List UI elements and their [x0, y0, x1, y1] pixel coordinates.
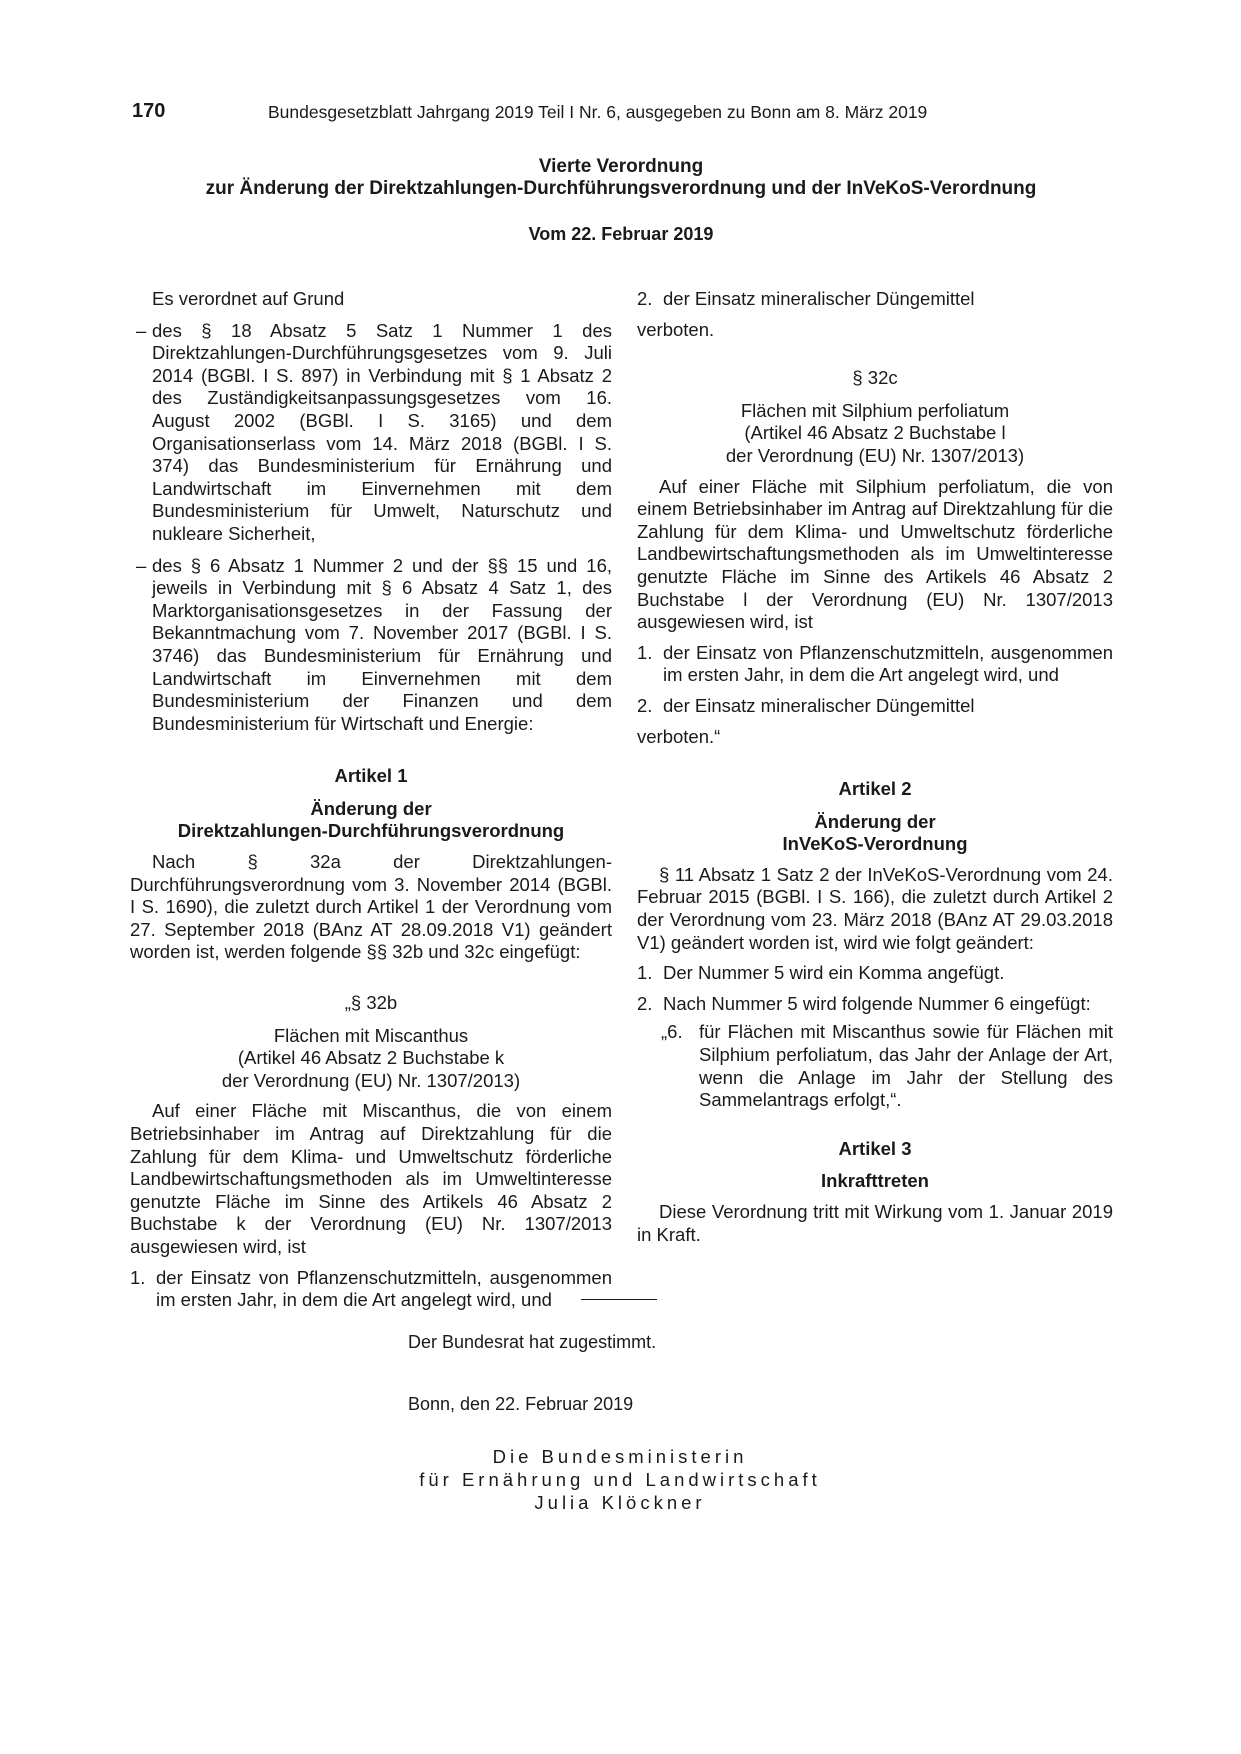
legal-basis-item — [130, 320, 612, 546]
signature-block — [300, 1445, 940, 1514]
section-32b-title: (Artikel 46 Absatz 2 Buchstabe k — [237, 1047, 505, 1069]
intro-text: Es verordnet auf Grund — [152, 288, 345, 309]
list-number: 1. — [637, 962, 653, 984]
list-number: 2. — [637, 992, 653, 1014]
list-item — [637, 962, 1113, 985]
quoted-text: für Flächen mit Miscanthus sowie für Flächen mit Silphium perfoliatum, das Jahr der Anlage der Art, wenn die Anlage im Jahr der Stellung des Sammelantrags erfolgt,“. — [699, 1021, 1113, 1111]
document-date: Vom 22. Februar 2019 — [528, 224, 714, 244]
right-column — [637, 288, 1113, 1246]
section-32b-title: der Verordnung (EU) Nr. 1307/2013) — [221, 1069, 521, 1091]
list-text: der Einsatz mineralischer Düngemittel — [663, 288, 975, 309]
list-item — [130, 1267, 612, 1312]
article-3-body: Diese Verordnung tritt mit Wirkung vom 1. Januar 2019 in Kraft. — [637, 1201, 1113, 1245]
list-text: Nach Nummer 5 wird folgende Nummer 6 eingefügt: — [663, 992, 1091, 1014]
list-text: der Einsatz von Pflanzenschutzmitteln, ausgenommen im ersten Jahr, in dem die Art angelegt wird, und — [156, 1266, 612, 1311]
section-32c-heading: § 32c — [852, 367, 898, 389]
closing-text: verboten.“ — [637, 725, 721, 747]
legal-basis-item — [130, 555, 612, 736]
separator-rule — [581, 1299, 657, 1300]
dash-marker: – — [136, 554, 147, 576]
list-item — [637, 288, 1113, 311]
list-text: der Einsatz mineralischer Düngemittel — [663, 694, 975, 716]
list-number: 1. — [637, 641, 653, 663]
section-32b-title: Flächen mit Miscanthus — [273, 1024, 469, 1046]
list-item — [637, 695, 1113, 718]
section-32b-body: Auf einer Fläche mit Miscanthus, die von einem Betriebsinhaber im Antrag auf Direktzahlung für die Zahlung für dem Klima- und Umweltschutz förderliche Landbewirtschaftungsmethoden als im Umweltinteresse genutzte Fläche im Sinne des Artikels 46 Absatz 2 Buchstabe k der Verordnung (EU) Nr. 1307/2013 ausgewiesen wird, ist — [130, 1100, 612, 1257]
page-number: 170 — [132, 100, 166, 122]
list-text: Der Nummer 5 wird ein Komma angefügt. — [663, 962, 1005, 984]
list-number: 2. — [637, 288, 653, 309]
left-column — [130, 288, 612, 1312]
article-2-body: § 11 Absatz 1 Satz 2 der InVeKoS-Verordnung vom 24. Februar 2015 (BGBl. I S. 166), die zuletzt durch Artikel 2 der Verordnung vom 23. März 2018 (BAnz AT 29.03.2018 V1) geändert worden ist, wird wie folgt geändert: — [637, 863, 1113, 953]
article-2-heading: Artikel 2 — [838, 778, 912, 800]
list-number: 1. — [130, 1266, 146, 1288]
section-32c-body: Auf einer Fläche mit Silphium perfoliatum, die von einem Betriebsinhaber im Antrag auf Direktzahlung für die Zahlung für dem Klima- und Umweltschutz förderliche Landbewirtschaftungsmethoden als im Umweltinteresse genutzte Fläche im Sinne des Artikels 46 Absatz 2 Buchstabe l der Verordnung (EU) Nr. 1307/2013 ausgewiesen wird, ist — [637, 475, 1113, 633]
article-1-body: Nach § 32a der Direktzahlungen-Durchführungsverordnung vom 3. November 2014 (BGBl. I S. 1690), die zuletzt durch Artikel 1 der Verordnung vom 27. September 2018 (BAnz AT 28.09.2018 V1) geändert worden ist, werden folgende §§ 32b und 32c eingefügt: — [130, 851, 612, 963]
quoted-number: „6. — [661, 1021, 683, 1043]
legal-basis-text: des § 18 Absatz 5 Satz 1 Nummer 1 des Direktzahlungen-Durchführungsgesetzes vom 9. Juli 2014 (BGBl. I S. 897) in Verbindung mit § 1 Absatz 2 des Zuständigkeitsanpassungsgesetzes vom 16. August 2002 (BGBl. I S. 3165) und dem Organisationserlass vom 14. März 2018 (BGBl. I S. 374) das Bundesministerium für Ernährung und Landwirtschaft im Einvernehmen mit dem Bundesministerium für Umwelt, Naturschutz und nukleare Sicherheit, — [152, 319, 612, 544]
quoted-item — [637, 1021, 1113, 1111]
signer-ministry: für Ernährung und Landwirtschaft — [419, 1469, 821, 1490]
article-2-title: Änderung der — [814, 810, 936, 832]
closing-text: verboten. — [637, 318, 715, 340]
legal-basis-text: des § 6 Absatz 1 Nummer 2 und der §§ 15 und 16, jeweils in Verbindung mit § 6 Absatz 4 Satz 1, des Marktorganisationsgesetzes in der Fassung der Bekanntmachung vom 7. November 2017 (BGBl. I S. 3746) das Bundesministerium für Ernährung und Landwirtschaft im Einvernehmen mit dem Bundesministerium der Finanzen und dem Bundesministerium für Wirtschaft und Energie: — [152, 554, 612, 734]
list-item — [637, 993, 1113, 1016]
article-1-title: Direktzahlungen-Durchführungsverordnung — [177, 820, 565, 842]
signer-name: Julia Klöckner — [534, 1492, 706, 1513]
article-1-title: Änderung der — [310, 797, 432, 819]
document-title — [130, 156, 1112, 200]
list-item — [637, 642, 1113, 687]
section-32c-title: (Artikel 46 Absatz 2 Buchstabe l — [744, 422, 1006, 444]
dash-marker: – — [136, 319, 147, 341]
article-1-heading: Artikel 1 — [334, 765, 408, 787]
section-32b-heading: „§ 32b — [344, 992, 398, 1014]
bundesrat-consent: Der Bundesrat hat zugestimmt. — [408, 1332, 657, 1352]
list-number: 2. — [637, 694, 653, 716]
section-32c-title: der Verordnung (EU) Nr. 1307/2013) — [725, 444, 1025, 466]
title-line-2: zur Änderung der Direktzahlungen-Durchführungsverordnung und der InVeKoS-Verordnung — [205, 178, 1037, 199]
place-date: Bonn, den 22. Februar 2019 — [408, 1394, 634, 1414]
article-3-heading: Artikel 3 — [838, 1137, 912, 1159]
article-3-title: Inkrafttreten — [821, 1170, 929, 1192]
title-line-1: Vierte Verordnung — [538, 156, 704, 177]
running-header: Bundesgesetzblatt Jahrgang 2019 Teil I Nr. 6, ausgegeben zu Bonn am 8. März 2019 — [268, 102, 928, 122]
list-text: der Einsatz von Pflanzenschutzmitteln, ausgenommen im ersten Jahr, in dem die Art angelegt wird, und — [663, 641, 1113, 686]
section-32c-title: Flächen mit Silphium perfoliatum — [740, 399, 1010, 421]
article-2-title: InVeKoS-Verordnung — [782, 833, 968, 855]
signer-title: Die Bundesministerin — [492, 1446, 748, 1467]
